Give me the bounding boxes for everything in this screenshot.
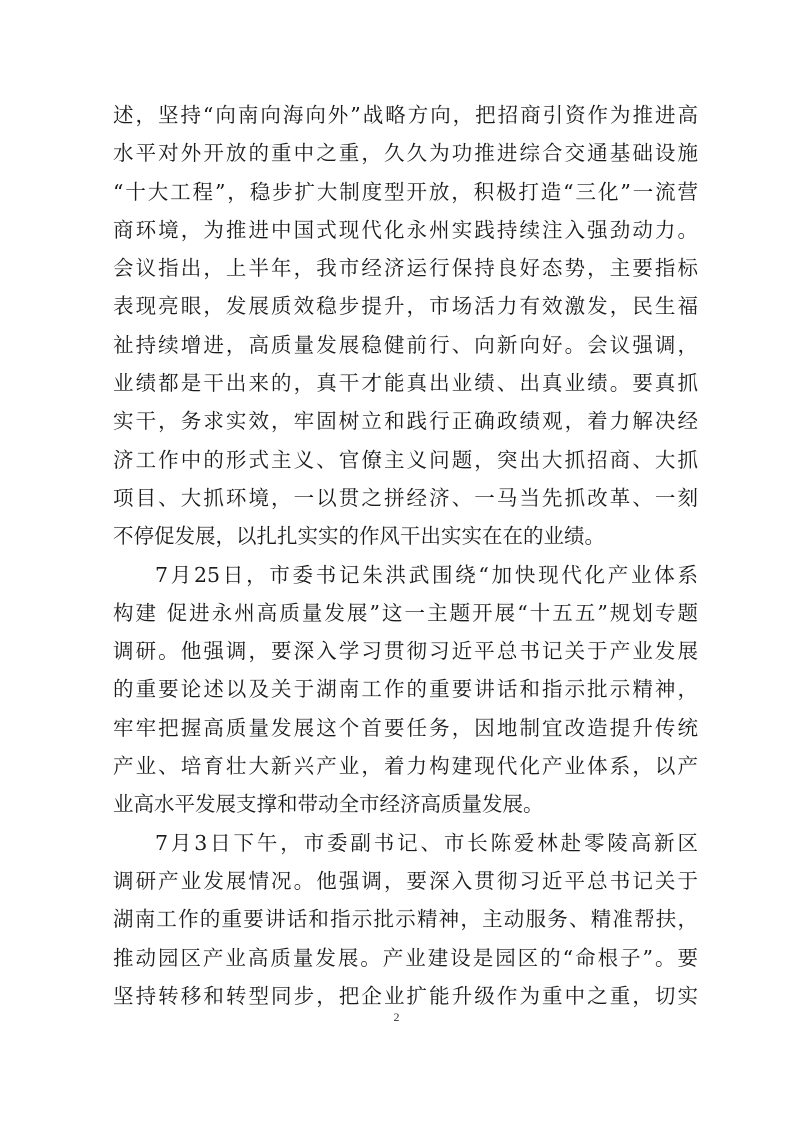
text-line: 湖南工作的重要讲话和指示批示精神，主动服务、精准帮扶，: [113, 907, 698, 932]
text-line: 水平对外开放的重中之重，久久为功推进综合交通基础设施: [113, 141, 698, 166]
text-line: 述，坚持“向南向海向外”战略方向，把招商引资作为推进高: [113, 103, 698, 127]
paragraph-start: 7月3日下午，市委副书记、市长陈爱林赴零陵高新区: [155, 830, 698, 855]
paragraph-start: 7月25日，市委书记朱洪武围绕“加快现代化产业体系: [155, 562, 698, 587]
text-line: 会议指出，上半年，我市经济运行保持良好态势，主要指标: [113, 256, 698, 281]
text-line: 牢牢把握高质量发展这个首要任务，因地制宜改造提升传统: [113, 715, 698, 740]
text-line: 产业、培育壮大新兴产业，着力构建现代化产业体系，以产: [113, 754, 698, 779]
text-line: 调研。他强调，要深入学习贯彻习近平总书记关于产业发展: [113, 639, 698, 664]
text-line: 不停促发展，以扎扎实实的作风干出实实在在的业绩。: [113, 524, 605, 549]
text-line: 推动园区产业高质量发展。产业建设是园区的“命根子”。要: [113, 945, 698, 970]
text-line: “十大工程”，稳步扩大制度型开放，积极打造“三化”一流营: [113, 179, 698, 204]
text-line: 调研产业发展情况。他强调，要深入贯彻习近平总书记关于: [113, 868, 698, 893]
body-text: [113, 96, 698, 1015]
text-line: 业绩都是干出来的，真干才能真出业绩、出真业绩。要真抓: [113, 371, 698, 396]
text-line: 的重要论述以及关于湖南工作的重要讲话和指示批示精神，: [113, 677, 698, 702]
page-number: 2: [393, 1010, 400, 1024]
text-line: 项目、大抓环境，一以贯之拼经济、一马当先抓改革、一刻: [113, 485, 698, 510]
text-line: 构建 促进永州高质量发展”这一主题开展“十五五”规划专题: [113, 600, 698, 625]
text-line: 表现亮眼，发展质效稳步提升，市场活力有效激发，民生福: [113, 294, 698, 319]
text-line: 商环境，为推进中国式现代化永州实践持续注入强劲动力。: [113, 217, 698, 242]
text-line: 坚持转移和转型同步，把企业扩能升级作为重中之重，切实: [113, 983, 698, 1008]
text-line: 业高水平发展支撑和带动全市经济高质量发展。: [113, 792, 544, 817]
text-line: 实干，务求实效，牢固树立和践行正确政绩观，着力解决经: [113, 409, 698, 434]
text-line: 祉持续增进，高质量发展稳健前行、向新向好。会议强调，: [113, 332, 698, 357]
text-line: 济工作中的形式主义、官僚主义问题，突出大抓招商、大抓: [113, 447, 698, 472]
